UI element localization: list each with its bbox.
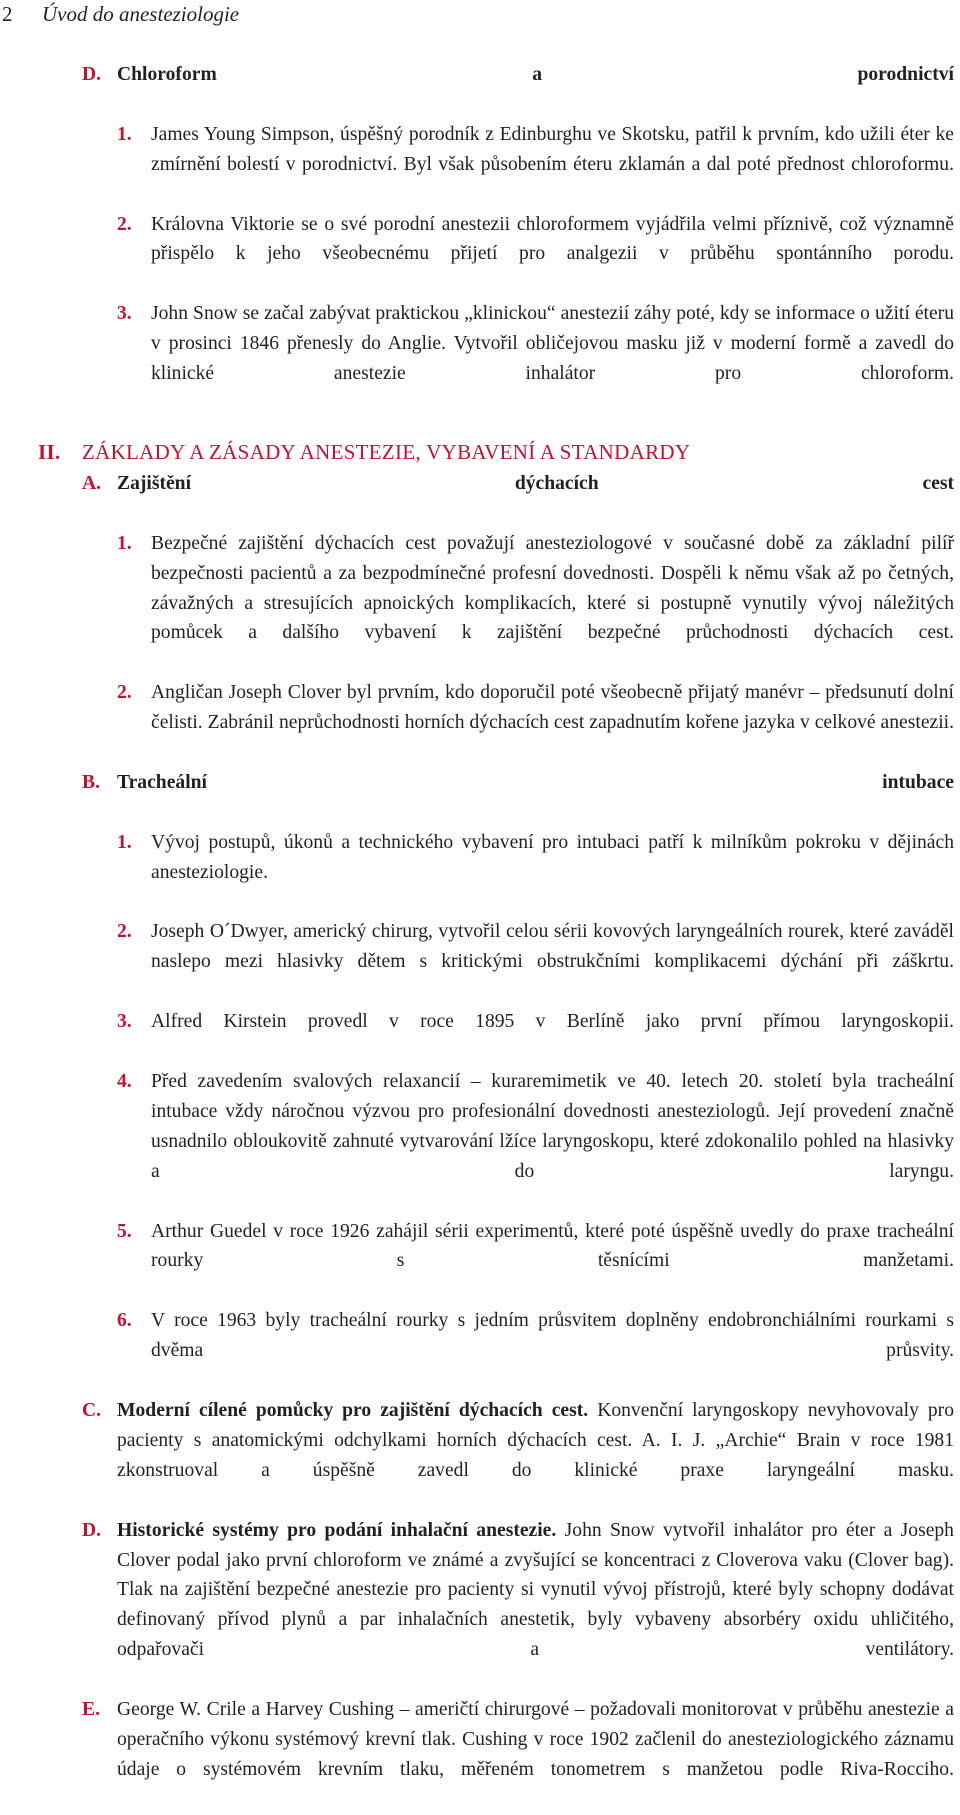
subsection-e-monitoring (0, 1695, 960, 1815)
subsection-label: E. (82, 1699, 100, 1721)
paragraph-text: George W. Crile a Harvey Cushing – američtí chirurgové – požadovali monitorovat v průběhu anestezie a operačního výkonu systémový krevní tlak. Cushing v roce 1902 začlenil do anesteziologického záznamu údaje o systémovém krevním tlaku, měřeném tonometrem s manžetou podle Riva-Rocciho. (117, 1699, 954, 1780)
item-number: 3. (117, 303, 132, 325)
item-number: 3. (117, 1011, 132, 1033)
list-item (0, 1067, 960, 1217)
list-item (0, 678, 960, 768)
section-heading (0, 437, 960, 467)
section-label: II. (38, 439, 61, 464)
subsection-heading: Zajištění dýchacích cest (117, 472, 954, 494)
page-number: 2 (2, 2, 13, 26)
item-number: 2. (117, 682, 132, 704)
item-text: James Young Simpson, úspěšný porodník z Edinburghu ve Skotsku, patřil k prvním, kdo užili éter ke zmírnění bolestí v porodnictví. Byl však působením éteru zklamán a dal poté přednost chloroformu. (151, 123, 954, 175)
subsection-d-chloroform (0, 60, 960, 120)
item-number: 2. (117, 213, 132, 235)
subsection-heading: Tracheální intubace (117, 771, 954, 793)
subsection-d-inhalation-systems (0, 1516, 960, 1695)
list-item (0, 120, 960, 210)
page-header (0, 0, 960, 30)
item-text: Před zavedením svalových relaxancií – kuraremimetik ve 40. letech 20. století byla tracheální intubace vždy náročnou výzvou pro profesionální dovednosti anesteziologů. Její provedení značně usnadnilo obloukovitě zahnuté vytvarování lžíce laryngoskopu, které zdokonalilo pohled na hlasivky a do laryngu. (151, 1071, 954, 1182)
run-in-heading: Historické systémy pro podání inhalační anestezie. (117, 1519, 557, 1541)
item-text: John Snow se začal zabývat praktickou „klinickou“ anestezií záhy poté, kdy se informace o užití éteru v prosinci 1846 přenesly do Anglie. Vytvořil obličejovou masku již v moderní formě a zavedl do klinické anestezie inhalátor pro chloroform. (151, 303, 954, 385)
subsection-heading: Chloroform a porodnictví (117, 64, 954, 85)
subsection-label: D. (82, 64, 102, 85)
run-in-heading: Moderní cílené pomůcky pro zajištění dýchacích cest. (117, 1399, 589, 1421)
section-title: ZÁKLADY A ZÁSADY ANESTEZIE, VYBAVENÍ A STANDARDY (82, 439, 691, 464)
item-text: Bezpečné zajištění dýchacích cest považují anesteziologové v současné době za základní pilíř bezpečnosti pacientů a za bezpodmínečné profesní dovednosti. Dospěli k němu však až po četných, závažných a stresujících apnoických komplikacích, které si postupně vynutily vývoj náležitých pomůcek a dalšího vybavení k zajištění bezpečné průchodnosti dýchacích cest. (151, 532, 954, 644)
item-number: 5. (117, 1220, 132, 1242)
page-content (0, 60, 960, 1815)
item-text: Arthur Guedel v roce 1926 zahájil sérii experimentů, které poté úspěšně uvedly do praxe tracheální rourky s těsnícími manžetami. (151, 1220, 954, 1272)
subsection-b-intubation (0, 768, 960, 828)
item-text: Joseph O´Dwyer, americký chirurg, vytvořil celou sérii kovových laryngeálních rourek, které zaváděl naslepo mezi hlasivky dětem s kritickými obstrukčními komplikacemi dýchání při záškrtu. (151, 921, 954, 973)
subsection-label: D. (82, 1519, 102, 1541)
subsection-label: B. (82, 771, 100, 793)
item-number: 6. (117, 1310, 132, 1332)
list-item (0, 210, 960, 300)
item-text: V roce 1963 byly tracheální rourky s jedním průsvitem doplněny endobronchiálními rourkami s dvěma průsvity. (151, 1310, 954, 1362)
item-number: 1. (117, 532, 132, 554)
subsection-c-modern-devices (0, 1396, 960, 1516)
subsection-label: A. (82, 472, 102, 494)
item-text: Angličan Joseph Clover byl prvním, kdo doporučil poté všeobecně přijatý manévr – předsunutí dolní čelisti. Zabránil neprůchodnosti horních dýchacích cest zapadnutím kořene jazyka v celkové anestezii. (151, 682, 954, 734)
list-item (0, 299, 960, 419)
list-item (0, 1007, 960, 1067)
list-item (0, 1217, 960, 1307)
item-number: 1. (117, 123, 132, 145)
item-number: 1. (117, 831, 132, 853)
item-number: 2. (117, 921, 132, 943)
paragraph-text: Konvenční laryngoskopy nevyhovovaly pro pacienty s anatomickými odchylkami horních dýchacích cest. A. I. J. „Archie“ Brain v roce 1981 zkonstruoval a úspěšně zavedl do klinické praxe laryngeální masku. (117, 1399, 955, 1481)
list-item (0, 828, 960, 918)
item-text: Královna Viktorie se o své porodní anestezii chloroformem vyjádřila velmi příznivě, což významně přispělo k jeho všeobecnému přijetí pro analgezii v průběhu spontánního porodu. (151, 213, 954, 265)
list-item (0, 529, 960, 679)
list-item (0, 917, 960, 1007)
running-title: Úvod do anesteziologie (42, 2, 240, 26)
subsection-a-airway (0, 469, 960, 529)
subsection-label: C. (82, 1399, 102, 1421)
item-text: Alfred Kirstein provedl v roce 1895 v Berlíně jako první přímou laryngoskopii. (151, 1011, 954, 1033)
list-item (0, 1306, 960, 1396)
item-number: 4. (117, 1071, 132, 1092)
item-text: Vývoj postupů, úkonů a technického vybavení pro intubaci patří k milníkům pokroku v dějinách anesteziologie. (151, 831, 954, 883)
paragraph-text: John Snow vytvořil inhalátor pro éter a Joseph Clover podal jako první chloroform ve známé a zvyšující se koncentraci z Cloverova vaku (Clover bag). Tlak na zajištění bezpečné anestezie pro pacienty si vynutil vývoj přístrojů, které byly schopny dodávat definovaný přívod plynů a par inhalačních anestetik, byly vybaveny absorbéry oxidu uhličitého, odpařovači a ventilátory. (117, 1519, 954, 1661)
